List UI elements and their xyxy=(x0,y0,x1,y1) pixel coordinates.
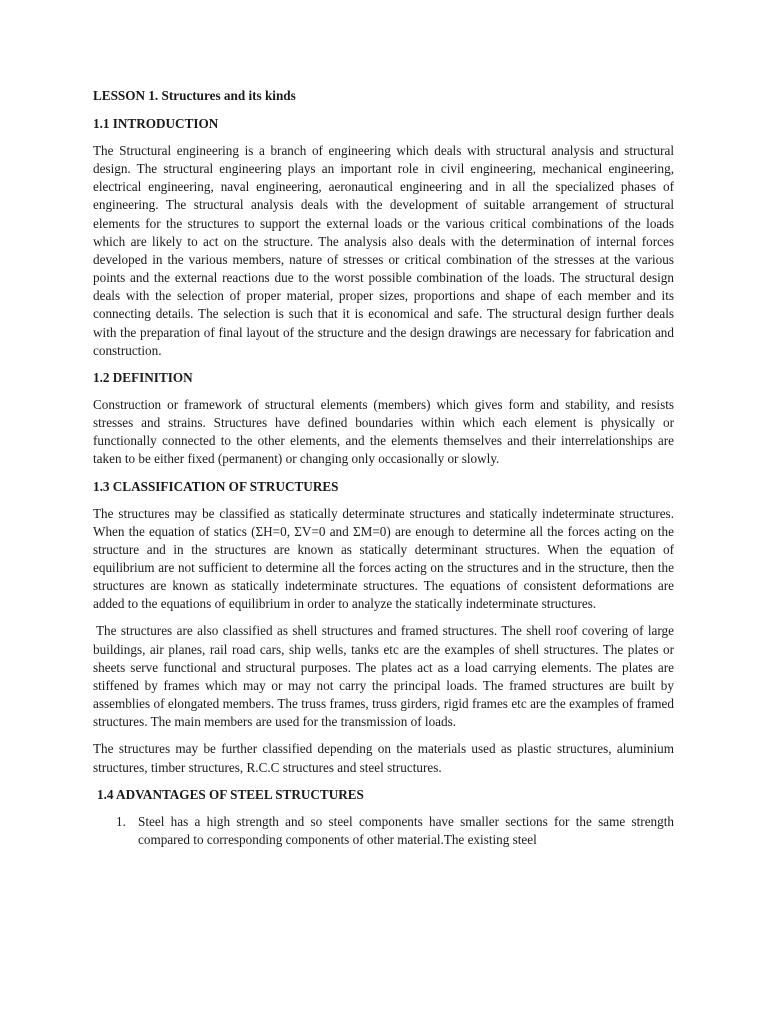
paragraph: The structures may be further classified depending on the materials used as plastic structures, aluminium structures, timber structures, R.C.C structures and steel structures. xyxy=(93,741,674,775)
section-definition xyxy=(93,369,674,469)
paragraph: The structures may be classified as statically determinate structures and statically indeterminate structures. When the equation of statics (ΣH=0, ΣV=0 and ΣM=0) are enough to determine all the forces acting on the structure and in the structures are known as statically determinant structures. When the equation of equilibrium are not sufficient to determine all the forces acting on the structures and in the structure, then the structures are known as statically indeterminate structures. The equations of consistent deformations are added to the equations of equilibrium in order to analyze the statically indeterminate structures. xyxy=(93,505,674,612)
section-heading: 1.2 DEFINITION xyxy=(93,369,193,385)
section-heading: 1.4 ADVANTAGES OF STEEL STRUCTURES xyxy=(97,786,364,802)
paragraph: The structures are also classified as shell structures and framed structures. The shell roof covering of large buildings, air planes, rail road cars, ship wells, tanks etc are the examples of shell structures. The plates or sheets serve functional and structural purposes. The plates act as a load carrying elements. The plates are stiffened by frames which may or may not carry the principal loads. The framed structures are built by assemblies of elongated members. The truss frames, truss girders, rigid frames etc are the examples of framed structures. The main members are used for the transmission of loads. xyxy=(93,623,674,730)
paragraph: The Structural engineering is a branch of engineering which deals with structural analysis and structural design. The structural engineering plays an important role in civil engineering, mechanical engineering, electrical engineering, naval engineering, aeronautical engineering and in all the specialized phases of engineering. The structural analysis deals with the development of suitable arrangement of structural elements for the structures to support the external loads or the various critical combinations of the loads which are likely to act on the structure. The analysis also deals with the determination of internal forces developed in the various members, nature of stresses or critical combination of the stresses at the various points and the external reactions due to the worst possible combination of the loads. The structural design deals with the selection of proper material, proper sizes, proportions and shape of each member and its connecting details. The selection is such that it is economical and safe. The structural design further deals with the preparation of final layout of the structure and the design drawings are necessary for fabrication and construction. xyxy=(93,143,674,358)
list-item-text: Steel has a high strength and so steel components have smaller sections for the same strength compared to corresponding components of other material.The existing steel xyxy=(138,813,674,847)
paragraph: Construction or framework of structural elements (members) which gives form and stability, and resists stresses and strains. Structures have defined boundaries within which each element is physically or functionally connected to the other elements, and the elements themselves and their interrelationships are taken to be either fixed (permanent) or changing only occasionally or slowly. xyxy=(93,396,674,467)
section-classification xyxy=(93,478,674,777)
list-item xyxy=(93,813,674,849)
lesson-title: LESSON 1. Structures and its kinds xyxy=(93,88,296,103)
section-heading: 1.1 INTRODUCTION xyxy=(93,116,219,131)
section-heading: 1.3 CLASSIFICATION OF STRUCTURES xyxy=(93,478,339,494)
list-item-number: 1. xyxy=(116,813,126,829)
section-introduction xyxy=(93,115,674,360)
section-advantages xyxy=(93,786,674,849)
advantages-list xyxy=(93,813,674,849)
